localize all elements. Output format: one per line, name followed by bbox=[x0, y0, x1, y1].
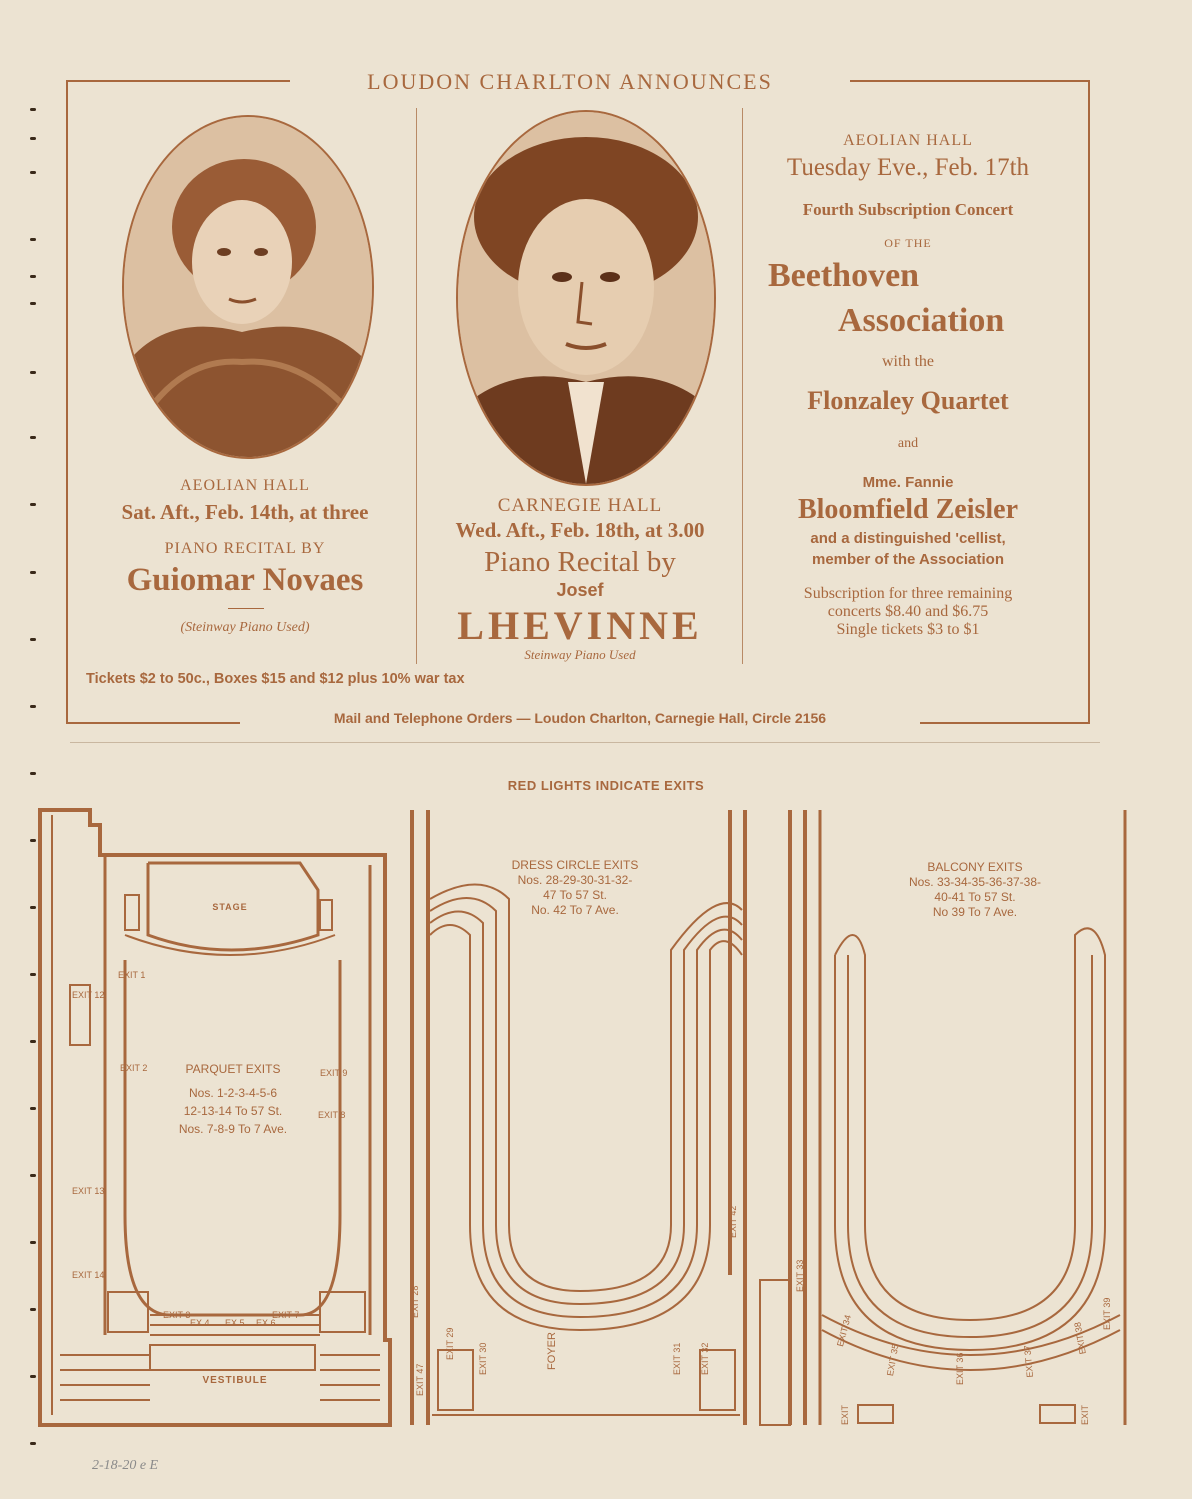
balcony-line3: No 39 To 7 Ave. bbox=[932, 905, 1018, 919]
dress-circle-line3: No. 42 To 7 Ave. bbox=[531, 903, 619, 917]
parquet-exit-label: EXIT 13 bbox=[72, 1186, 105, 1196]
col1-venue: AEOLIAN HALL bbox=[180, 477, 310, 494]
col3-subscription-line3: Single tickets $3 to $1 bbox=[836, 621, 980, 638]
parquet-line3: Nos. 7-8-9 To 7 Ave. bbox=[178, 1122, 288, 1136]
balcony-exit-label: EXIT bbox=[840, 1404, 850, 1425]
col3-cellist-line1: and a distinguished 'cellist, bbox=[810, 530, 1006, 547]
col3-org-line1: Beethoven bbox=[768, 257, 920, 294]
section-rule bbox=[70, 742, 1100, 743]
col2-artist: LHEVINNE bbox=[457, 603, 703, 648]
col2-note: Steinway Piano Used bbox=[524, 647, 636, 662]
punch-hole bbox=[30, 108, 36, 111]
column-divider bbox=[742, 108, 743, 664]
col3-org-line2: Association bbox=[838, 302, 1005, 339]
parquet-exit-label: EXIT 2 bbox=[120, 1063, 148, 1073]
balcony-line2: 40-41 To 57 St. bbox=[934, 890, 1016, 904]
orders-line: Mail and Telephone Orders — Loudon Charlton, Carnegie Hall, Circle 2156 bbox=[240, 705, 920, 731]
col3-cellist-line2: member of the Association bbox=[812, 551, 1004, 568]
dress-circle-exit-label: EXIT 30 bbox=[478, 1342, 488, 1375]
exits-title: RED LIGHTS INDICATE EXITS bbox=[507, 778, 705, 793]
punch-hole bbox=[30, 503, 36, 506]
balcony-exit-label: EXIT 36 bbox=[955, 1352, 965, 1385]
announcement-header: LOUDON CHARLTON ANNOUNCES bbox=[290, 66, 850, 98]
col2-venue: CARNEGIE HALL bbox=[497, 495, 663, 516]
lhevinne-portrait bbox=[456, 110, 716, 486]
parquet-exit-label: EXIT 12 bbox=[72, 990, 105, 1000]
parquet-exit-label: EXIT 14 bbox=[72, 1270, 105, 1280]
balcony-exit-label: EXIT 33 bbox=[795, 1259, 805, 1292]
dress-circle-exit-label: EXIT 31 bbox=[672, 1342, 682, 1375]
col3-mme: Mme. Fannie bbox=[862, 474, 954, 491]
column-divider bbox=[416, 108, 417, 664]
balcony-line1: Nos. 33-34-35-36-37-38- bbox=[908, 875, 1042, 889]
punch-hole bbox=[30, 238, 36, 241]
dress-circle-exit-label: EXIT 32 bbox=[700, 1342, 710, 1375]
parquet-exit-label: EXIT 3 bbox=[163, 1310, 191, 1320]
punch-hole bbox=[30, 436, 36, 439]
punch-hole bbox=[30, 137, 36, 140]
pencil-note: 2-18-20 e E bbox=[92, 1458, 159, 1473]
dress-circle-exit-label: EXIT 29 bbox=[445, 1327, 455, 1360]
col1-artist: Guiomar Novaes bbox=[126, 562, 364, 598]
tickets-line: Tickets $2 to 50c., Boxes $15 and $12 plus 10% war tax bbox=[86, 671, 465, 687]
foyer-label: FOYER bbox=[546, 1332, 558, 1370]
col1-rule bbox=[228, 608, 264, 609]
col3-venue: AEOLIAN HALL bbox=[843, 132, 973, 149]
col3-of-the: OF THE bbox=[884, 236, 932, 250]
col3-with: with the bbox=[882, 353, 934, 370]
parquet-line2: 12-13-14 To 57 St. bbox=[183, 1104, 283, 1118]
col1-date: Sat. Aft., Feb. 14th, at three bbox=[121, 500, 369, 524]
punch-hole bbox=[30, 171, 36, 174]
parquet-exit-label: EX 5 bbox=[225, 1318, 245, 1328]
vestibule-label: VESTIBULE bbox=[202, 1375, 268, 1386]
parquet-exit-label: EX 6 bbox=[256, 1318, 276, 1328]
punch-hole bbox=[30, 772, 36, 775]
balcony-exit-label: EXIT bbox=[1080, 1404, 1090, 1425]
col3-soloist: Bloomfield Zeisler bbox=[797, 494, 1019, 525]
col1-event: PIANO RECITAL BY bbox=[164, 540, 326, 557]
novaes-portrait bbox=[122, 115, 374, 459]
dress-circle-line1: Nos. 28-29-30-31-32- bbox=[517, 873, 633, 887]
col3-subscription-line1: Subscription for three remaining bbox=[803, 585, 1013, 602]
balcony-heading: BALCONY EXITS bbox=[927, 860, 1023, 874]
parquet-exit-label: EXIT 9 bbox=[320, 1068, 348, 1078]
col3-concert: Fourth Subscription Concert bbox=[802, 200, 1014, 219]
stage-label: STAGE bbox=[212, 902, 248, 912]
punch-hole bbox=[30, 638, 36, 641]
parquet-exit-label: EXIT 7 bbox=[272, 1310, 300, 1320]
col2-first-name: Josef bbox=[556, 580, 604, 600]
parquet-line1: Nos. 1-2-3-4-5-6 bbox=[188, 1086, 278, 1100]
col3-date: Tuesday Eve., Feb. 17th bbox=[786, 154, 1030, 181]
punch-hole bbox=[30, 275, 36, 278]
dress-circle-line2: 47 To 57 St. bbox=[543, 888, 607, 902]
punch-hole bbox=[30, 371, 36, 374]
punch-hole bbox=[30, 302, 36, 305]
dress-circle-heading: DRESS CIRCLE EXITS bbox=[511, 858, 639, 872]
parquet-exit-label: EXIT 1 bbox=[118, 970, 146, 980]
parquet-heading: PARQUET EXITS bbox=[185, 1062, 281, 1076]
col2-date: Wed. Aft., Feb. 18th, at 3.00 bbox=[455, 518, 705, 542]
parquet-exit-label: EX 4 bbox=[190, 1318, 210, 1328]
punch-hole bbox=[30, 571, 36, 574]
balcony-exit-label: EXIT 39 bbox=[1102, 1297, 1112, 1330]
col3-and: and bbox=[897, 436, 919, 451]
balcony-exit-label: EXIT 34 bbox=[835, 1313, 854, 1348]
dress-circle-exit-label: EXIT 28 bbox=[410, 1285, 420, 1318]
dress-circle-exit-label: EXIT 47 bbox=[415, 1363, 425, 1396]
dress-circle-exit-label: EXIT 42 bbox=[728, 1205, 738, 1238]
col1-note: (Steinway Piano Used) bbox=[180, 620, 310, 635]
punch-hole bbox=[30, 705, 36, 708]
balcony-exit-label: EXIT 37 bbox=[1022, 1344, 1035, 1378]
col3-subscription-line2: concerts $8.40 and $6.75 bbox=[827, 603, 989, 620]
balcony-exit-label: EXIT 35 bbox=[885, 1343, 901, 1377]
balcony-exit-label: EXIT 38 bbox=[1072, 1321, 1088, 1355]
parquet-exit-label: EXIT 8 bbox=[318, 1110, 346, 1120]
col2-event: Piano Recital by bbox=[484, 546, 676, 578]
col3-quartet: Flonzaley Quartet bbox=[807, 386, 1009, 415]
